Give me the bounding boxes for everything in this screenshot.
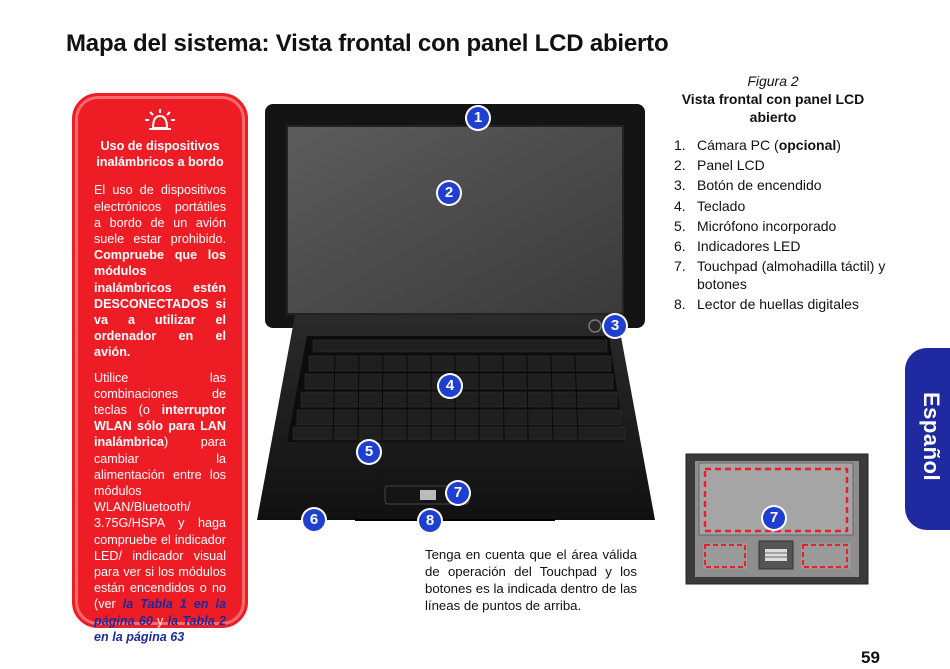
table-2-link[interactable]: la Tabla 2 en la página 63 bbox=[94, 613, 226, 644]
table-1-link[interactable]: la Tabla 1 en la página 60 bbox=[94, 597, 226, 628]
list-item: 6. Indicadores LED bbox=[674, 237, 801, 254]
callout-3: 3 bbox=[604, 315, 626, 337]
figure-caption bbox=[668, 72, 878, 126]
page-number: 59 bbox=[861, 648, 880, 667]
list-item: 5. Micrófono incorporado bbox=[674, 217, 837, 234]
touchpad-closeup bbox=[685, 453, 869, 585]
warning-paragraph-2: Utilice las combinaciones de teclas (o interruptor WLAN sólo para LAN inalámbrica) para cambiar la alimentación entre los módulos WLAN/Bluetooth/ 3.75G/HSPA y haga compruebe el indicador LED/ indicador visual para ver si los módulos están encendidos o no (ver la Tabla 1 en la página 60 y la Tabla 2 en la página 63). bbox=[94, 370, 226, 644]
language-tab-label: Español bbox=[919, 392, 944, 482]
callout-7: 7 bbox=[447, 482, 469, 504]
list-item: 8. Lector de huellas digitales bbox=[674, 296, 859, 313]
list-item: 3. Botón de encendido bbox=[674, 177, 822, 194]
wireless-warning-icon bbox=[143, 108, 177, 134]
callout-4: 4 bbox=[439, 375, 461, 397]
figure-title: Vista frontal con panel LCD abierto bbox=[681, 91, 865, 125]
warning-heading: Uso de dispositivos inalámbricos a bordo bbox=[96, 139, 224, 170]
touchpad-callout-7: 7 bbox=[763, 507, 785, 529]
language-tab[interactable] bbox=[905, 348, 950, 530]
callout-8: 8 bbox=[419, 510, 441, 532]
touchpad-note: Tenga en cuenta que el área válida de operación del Touchpad y los botones es la indicada dentro de las líneas de puntos de arriba. bbox=[425, 547, 637, 613]
list-item: 7. Touchpad (almohadilla táctil) y botones bbox=[674, 258, 886, 293]
list-item: 4. Teclado bbox=[674, 197, 746, 214]
laptop-image bbox=[255, 100, 665, 530]
callout-2: 2 bbox=[438, 182, 460, 204]
callout-5: 5 bbox=[358, 441, 380, 463]
callout-1: 1 bbox=[467, 107, 489, 129]
callout-6: 6 bbox=[303, 509, 325, 531]
wireless-warning-box bbox=[72, 93, 248, 644]
list-item: 2. Panel LCD bbox=[674, 157, 765, 174]
list-item: 1. Cámara PC (opcional) bbox=[674, 137, 841, 153]
warning-paragraph-1: El uso de dispositivos electrónicos portátiles a bordo de un avión suele estar prohibido. Compruebe que los módulos inalámbricos estén DESCONECTADOS si va a utilizar el ordenador en el avión. bbox=[94, 183, 226, 360]
component-list bbox=[674, 136, 894, 316]
laptop-front-illustration bbox=[255, 100, 665, 530]
figure-number: Figura 2 bbox=[747, 73, 799, 89]
page-title: Mapa del sistema: Vista frontal con panel LCD abierto bbox=[66, 30, 669, 57]
